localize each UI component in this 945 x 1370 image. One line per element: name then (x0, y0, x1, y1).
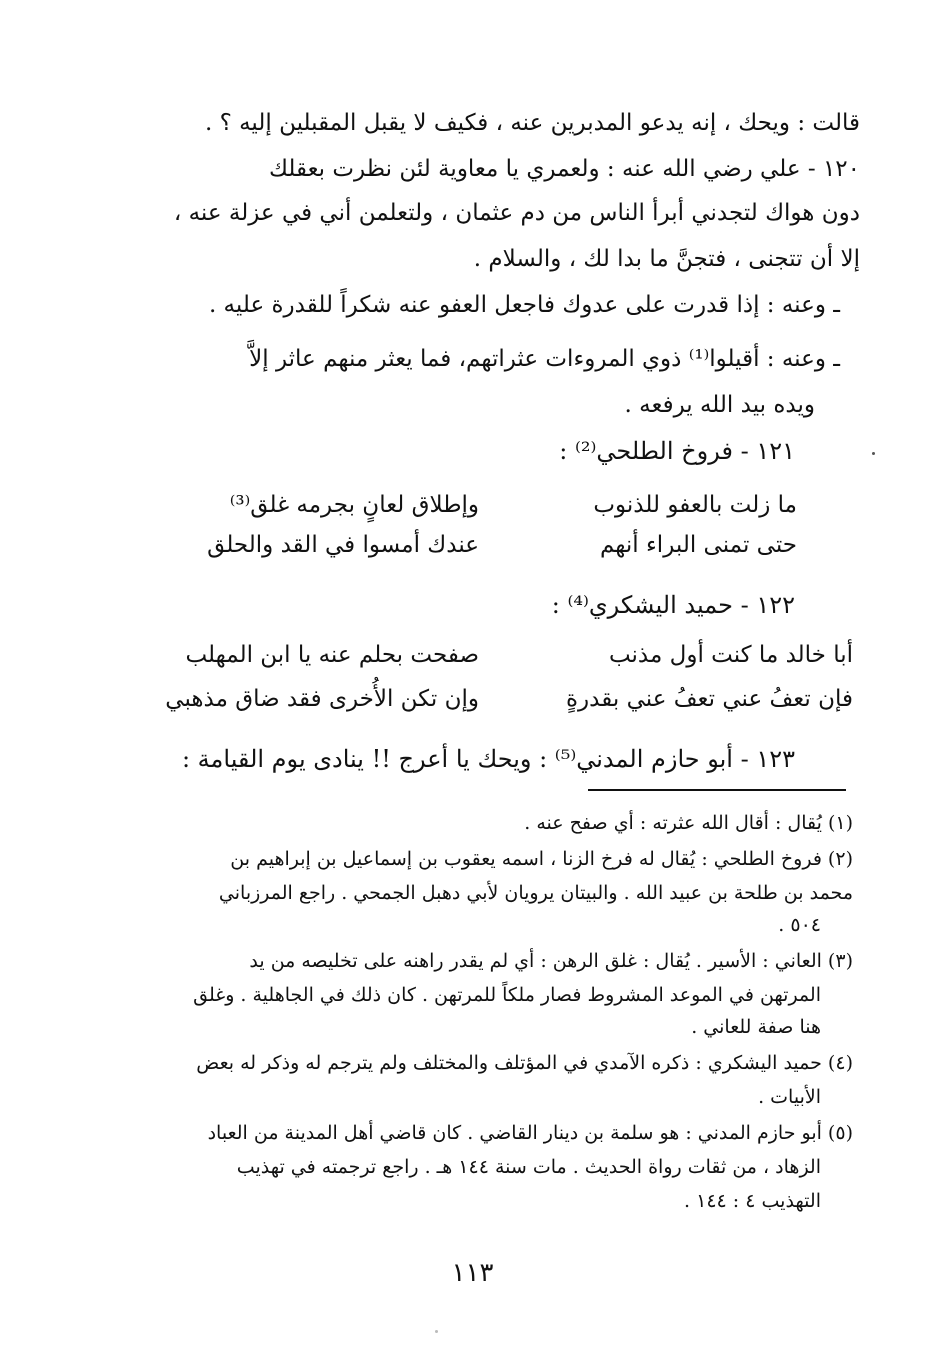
footnote-divider (588, 789, 846, 791)
verse-hemistich-first: أبا خالد ما كنت أول مذنب (608, 642, 853, 668)
body-line: إلا أن تتجنى ، فتجنَّ ما بدا لك ، والسلام . (473, 246, 860, 272)
footnote-line: (٣) العاني : الأسير . يُقال : غلق الرهن : أي لم يقدر راهنه على تخليصه من يد (249, 950, 853, 972)
verse-hemistich-second: وإن تكن الأُخرى فقد ضاق مذهبي (165, 686, 479, 712)
page-number: ١١٣ (451, 1258, 494, 1288)
verse-hemistich-second: صفحت بحلم عنه يا ابن المهلب (185, 642, 479, 668)
footnote-line: (١) يُقال : أقال الله عثرته : أي صفح عنه . (524, 812, 853, 834)
body-line: ويده بيد الله يرفعه . (624, 392, 815, 418)
body-line: ١٢٠ - علي رضي الله عنه : ولعمري يا معاوية لئن نظرت بعقلك (268, 156, 860, 182)
footnote-line: (٤) حميد اليشكري : ذكره الآمدي في المؤتلف والمختلف ولم يترجم له وذكر له بعض (196, 1052, 853, 1074)
footnote-line: الزهاد ، من ثقات رواة الحديث . مات سنة ١٤٤ هـ . راجع ترجمته في تهذيب (236, 1156, 821, 1178)
verse-hemistich-second: وإطلاق لعانٍ بجرمه غلق⁽³⁾ (229, 492, 479, 518)
footnote-line: المرتهن في الموعد المشروط فصار ملكاً للمرتهن . كان ذلك في الجاهلية . وغلق (193, 984, 821, 1006)
body-line: ـ وعنه : إذا قدرت على عدوك فاجعل العفو عنه شكراً للقدرة عليه . (208, 292, 840, 318)
footnote-line: التهذيب ٤ : ١٤٤ . (684, 1190, 821, 1212)
footnote-line: (٢) فروخ الطلحي : يُقال له فرخ الزنا ، اسمه يعقوب بن إسماعيل بن إبراهيم بن (230, 848, 853, 870)
verse-hemistich-first: حتى تمنى البراء أنهم (599, 532, 797, 558)
footnote-line: محمد بن طلحة بن عبيد الله . والبيتان يرويان لأبي دهبل الجمحي . راجع المرزباني (218, 882, 853, 904)
section-heading: ١٢١ - فروخ الطلحي⁽²⁾ : (559, 437, 795, 465)
scan-speck (435, 1330, 438, 1333)
footnote-line: (٥) أبو حازم المدني : هو سلمة بن دينار القاضي . كان قاضي أهل المدينة من العباد (207, 1122, 853, 1144)
section-heading: ١٢٢ - حميد اليشكري⁽⁴⁾ : (551, 591, 795, 619)
verse-hemistich-first: ما زلت بالعفو للذنوب (593, 492, 797, 518)
body-line: قالت : ويحك ، إنه يدعو المدبرين عنه ، فكيف لا يقبل المقبلين إليه ؟ . (204, 110, 860, 136)
body-line: ـ وعنه : أقيلوا⁽¹⁾ ذوي المروءات عثراتهم، فما يعثر منهم عاثر إلاَّ (249, 346, 840, 372)
scan-speck (872, 452, 875, 455)
section-heading: ١٢٣ - أبو حازم المدني⁽⁵⁾ : ويحك يا أعرج !! ينادى يوم القيامة : (181, 745, 795, 773)
footnote-line: الأبيات . (758, 1086, 821, 1108)
body-line: دون هواك لتجدني أبرأ الناس من دم عثمان ، ولتعلمن أني في عزلة عنه ، (173, 200, 860, 226)
verse-hemistich-first: فإن تعفُ عني تعفُ عني بقدرةٍ (566, 686, 853, 712)
footnote-line: ٥٠٤ . (778, 914, 821, 936)
verse-hemistich-second: عندك أمسوا في القد والحلق (207, 532, 479, 558)
footnote-line: هنا صفة للعاني . (691, 1016, 821, 1038)
